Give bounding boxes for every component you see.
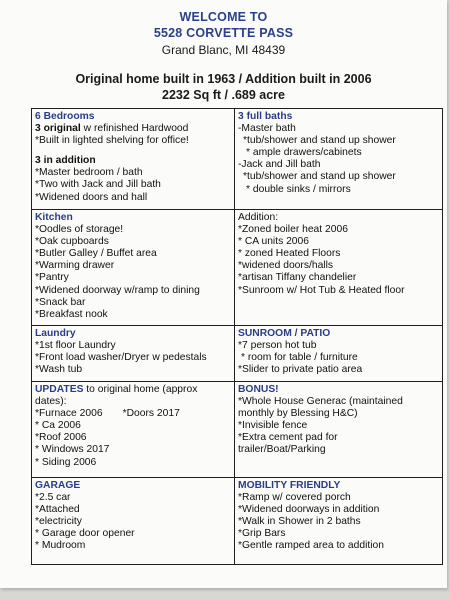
updates-cell [32,382,235,478]
laundry-title: Laundry [35,328,76,339]
features-table [31,108,443,565]
kitchen-item: *Breakfast nook [35,308,108,320]
sunroom-cell [235,326,443,382]
bedrooms-original-detail: w refinished Hardwood [80,123,189,135]
bedrooms-title: 6 Bedrooms [35,111,95,122]
updates-line: *Roof 2006 [35,432,87,444]
kitchen-item: *Widened doorway w/ramp to dining [35,284,200,296]
updates-line: dates): [35,396,67,408]
bonus-item: trailer/Boat/Parking [238,444,326,456]
updates-title: UPDATES [35,384,84,395]
sunroom-title: SUNROOM / PATIO [238,328,331,339]
garage-title: GARAGE [35,480,81,491]
sunroom-item: * room for table / furniture [241,352,358,364]
bonus-item: *Extra cement pad for [238,432,338,444]
garage-item: *2.5 car [35,492,71,504]
updates-line: * Siding 2006 [35,456,97,468]
kitchen-item: *Snack bar [35,296,86,308]
bedrooms-original-label: 3 original [35,123,81,135]
addition-item: *Zoned boiler heat 2006 [238,224,348,236]
updates-title-line [35,384,231,396]
updates-doors: *Doors 2017 [122,408,180,420]
addition-cell [235,210,443,326]
updates-line: * Ca 2006 [35,420,81,432]
mobility-cell [235,478,443,565]
updates-title-rest: to original home (approx [83,384,198,395]
kitchen-item: *Warming drawer [35,260,115,272]
welcome-heading: WELCOME TO [179,10,268,24]
addition-item: *artisan Tiffany chandelier [238,272,357,284]
bonus-item: *Invisible fence [238,420,308,432]
bedrooms-line: *Widened doors and hall [35,191,148,203]
mobility-item: *Ramp w/ covered porch [238,492,351,504]
kitchen-item: *Butler Galley / Buffet area [35,248,157,260]
mobility-title: MOBILITY FRIENDLY [238,480,341,491]
kitchen-title: Kitchen [35,212,73,223]
bonus-cell [235,382,443,478]
size-line: 2232 Sq ft / .689 acre [162,88,285,102]
bedrooms-line: *Master bedroom / bath [35,167,143,179]
addition-item: *widened doors/halls [238,260,334,272]
garage-item: * Mudroom [35,540,86,552]
city-line: Grand Blanc, MI 48439 [161,43,286,57]
addition-title: Addition: [238,212,279,223]
bedrooms-line: *Built in lighted shelving for office! [35,135,189,147]
baths-line: -Master bath [238,123,296,135]
bedrooms-addition-label: 3 in addition [35,155,96,167]
baths-line: *tub/shower and stand up shower [243,171,396,183]
bonus-title: BONUS! [238,384,279,395]
kitchen-cell [32,210,235,326]
updates-line: * Windows 2017 [35,444,110,456]
mobility-item: *Widened doorways in addition [238,504,380,516]
baths-line: *tub/shower and stand up shower [243,135,396,147]
addition-item: * zoned Heated Floors [238,248,341,260]
mobility-item: *Gentle ramped area to addition [238,540,384,552]
garage-item: *electricity [35,516,82,528]
laundry-item: *1st floor Laundry [35,340,116,352]
garage-item: *Attached [35,504,80,516]
bonus-item: *Whole House Generac (maintained [238,396,403,408]
garage-item: * Garage door opener [35,528,135,540]
built-line: Original home built in 1963 / Addition built in 2006 [75,72,372,86]
addition-item: * CA units 2006 [238,236,309,248]
sunroom-item: *7 person hot tub [238,340,317,352]
mobility-item: *Walk in Shower in 2 baths [238,516,361,528]
addition-item: *Sunroom w/ Hot Tub & Heated floor [238,284,405,296]
baths-line: * double sinks / mirrors [246,183,351,195]
kitchen-item: *Pantry [35,272,69,284]
bedrooms-line: *Two with Jack and Jill bath [35,179,161,191]
bonus-item: monthly by Blessing H&C) [238,408,358,420]
address-heading: 5528 CORVETTE PASS [153,26,294,40]
updates-line [35,408,231,420]
laundry-item: *Wash tub [35,364,83,376]
laundry-cell [32,326,235,382]
bedrooms-cell [32,109,235,210]
bedrooms-original-line [35,123,231,135]
garage-cell [32,478,235,565]
mobility-item: *Grip Bars [238,528,286,540]
baths-line: * ample drawers/cabinets [246,147,362,159]
sunroom-item: *Slider to private patio area [238,364,363,376]
baths-title: 3 full baths [238,111,293,122]
laundry-item: *Front load washer/Dryer w pedestals [35,352,207,364]
kitchen-item: *Oak cupboards [35,236,109,248]
kitchen-item: *Oodles of storage! [35,224,124,236]
baths-line: -Jack and Jill bath [238,159,321,171]
baths-cell [235,109,443,210]
updates-furnace: *Furnace 2006 [35,408,103,420]
